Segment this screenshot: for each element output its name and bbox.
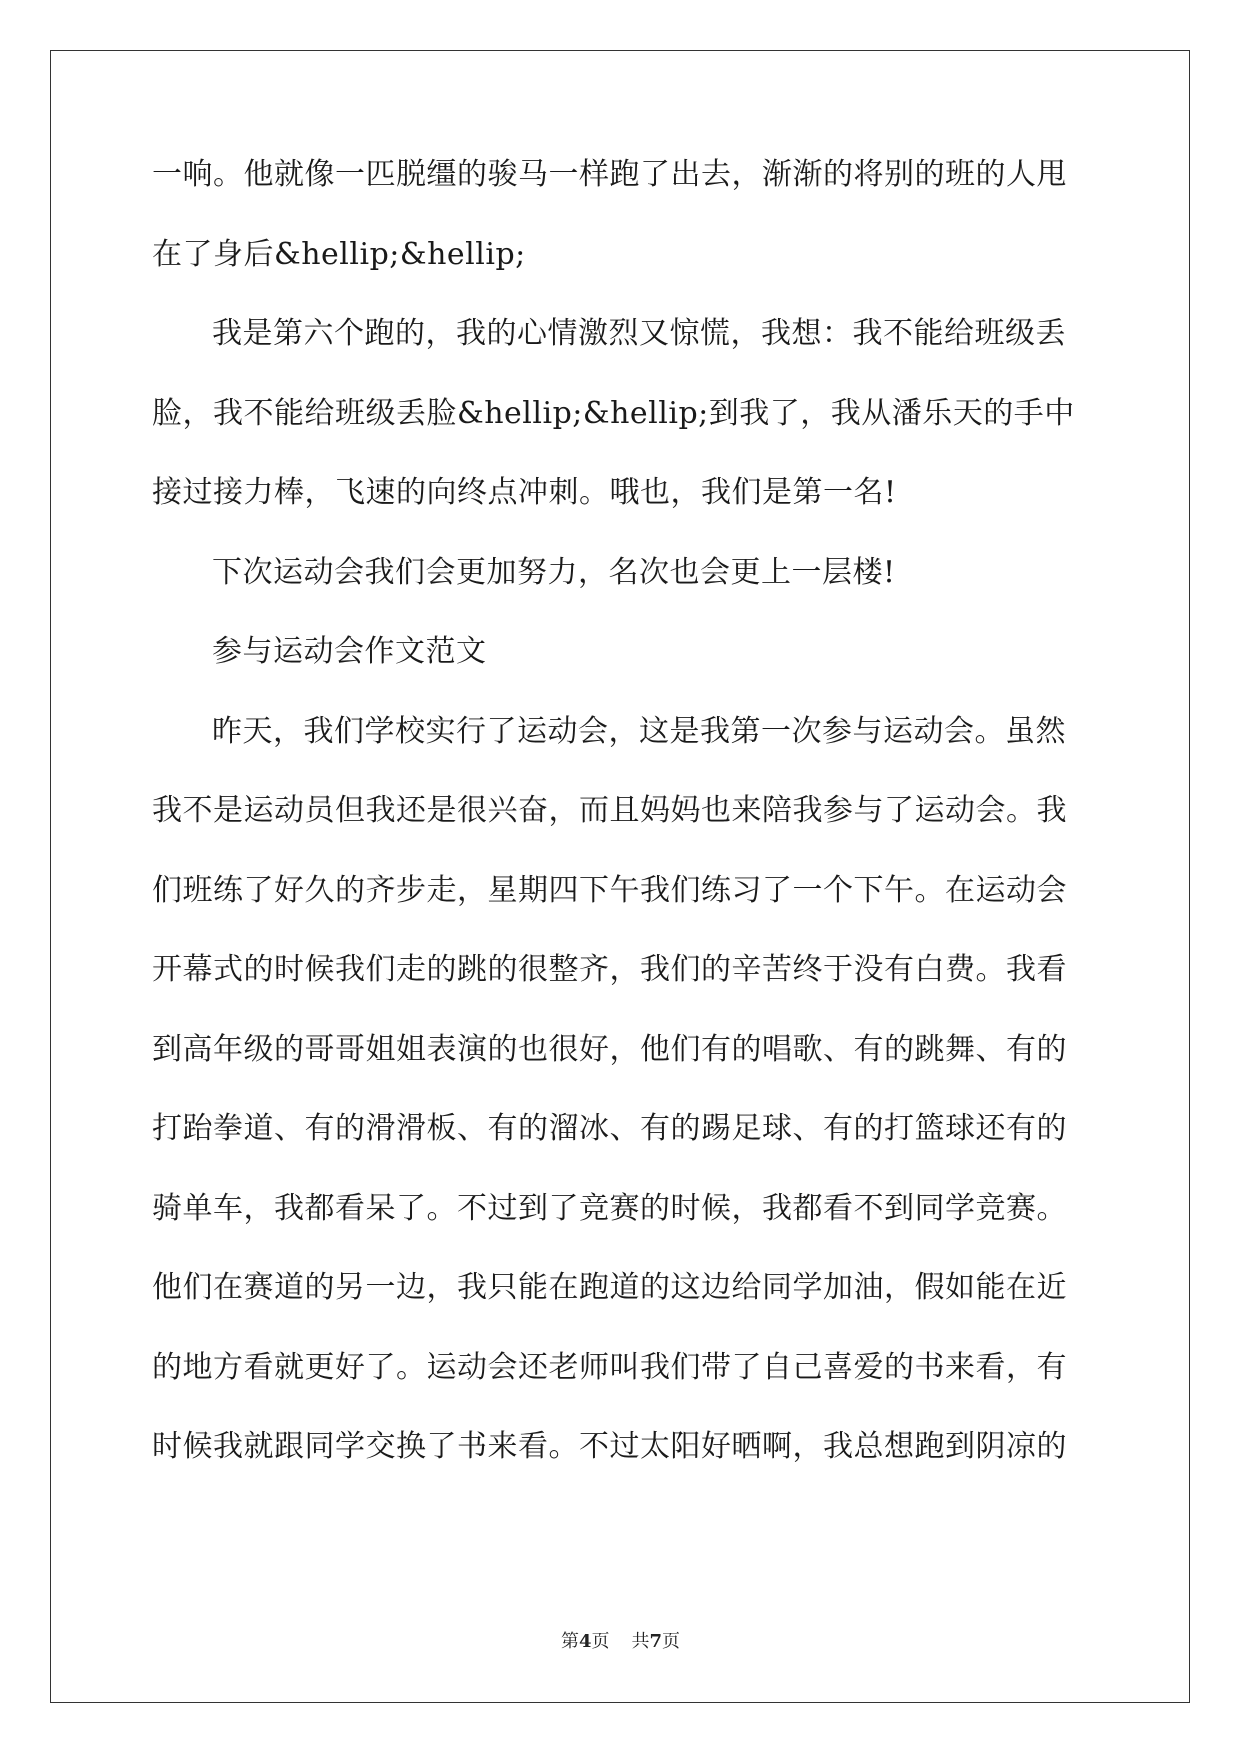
paragraph-start-line: 下次运动会我们会更加努力，名次也会更上一层楼! (212, 554, 896, 590)
total-pages: 7 (649, 1631, 663, 1652)
text-line: 接过接力棒，飞速的向终点冲刺。哦也，我们是第一名! (152, 475, 897, 510)
paragraph-start-line: 昨天，我们学校实行了运动会，这是我第一次参与运动会。虽然 (212, 713, 1066, 749)
section-heading: 参与运动会作文范文 (212, 634, 487, 669)
total-prefix: 共 (631, 1631, 650, 1652)
page-prefix: 第 (560, 1631, 579, 1652)
text-line: 到高年级的哥哥姐姐表演的也很好，他们有的唱歌、有的跳舞、有的 (152, 1031, 1067, 1067)
text-line: 骑单车，我都看呆了。不过到了竞赛的时候，我都看不到同学竞赛。 (152, 1190, 1067, 1226)
text-line: 打跆拳道、有的滑滑板、有的溜冰、有的踢足球、有的打篮球还有的 (152, 1111, 1067, 1146)
text-line: 的地方看就更好了。运动会还老师叫我们带了自己喜爱的书来看，有 (152, 1349, 1067, 1385)
text-line: 我不是运动员但我还是很兴奋，而且妈妈也来陪我参与了运动会。我 (152, 793, 1067, 828)
text-line: 们班练了好久的齐步走，星期四下午我们练习了一个下午。在运动会 (152, 872, 1067, 908)
page-suffix: 页 (591, 1631, 610, 1652)
text-line: 脸，我不能给班级丢脸&hellip;&hellip;到我了，我从潘乐天的手中 (152, 395, 1075, 431)
total-suffix: 页 (662, 1631, 681, 1652)
paragraph-start-line: 我是第六个跑的，我的心情激烈又惊慌，我想：我不能给班级丢 (212, 316, 1066, 351)
text-line: 一响。他就像一匹脱缰的骏马一样跑了出去，渐渐的将别的班的人甩 (152, 157, 1067, 192)
text-line: 他们在赛道的另一边，我只能在跑道的这边给同学加油，假如能在近 (152, 1270, 1067, 1305)
text-line: 开幕式的时候我们走的跳的很整齐，我们的辛苦终于没有白费。我看 (152, 952, 1067, 987)
document-body (152, 157, 1092, 1512)
text-line: 在了身后&hellip;&hellip; (152, 236, 526, 272)
text-line: 时候我就跟同学交换了书来看。不过太阳好晒啊，我总想跑到阴凉的 (152, 1429, 1067, 1464)
page-footer (0, 1632, 1241, 1652)
page-number: 4 (578, 1631, 592, 1652)
